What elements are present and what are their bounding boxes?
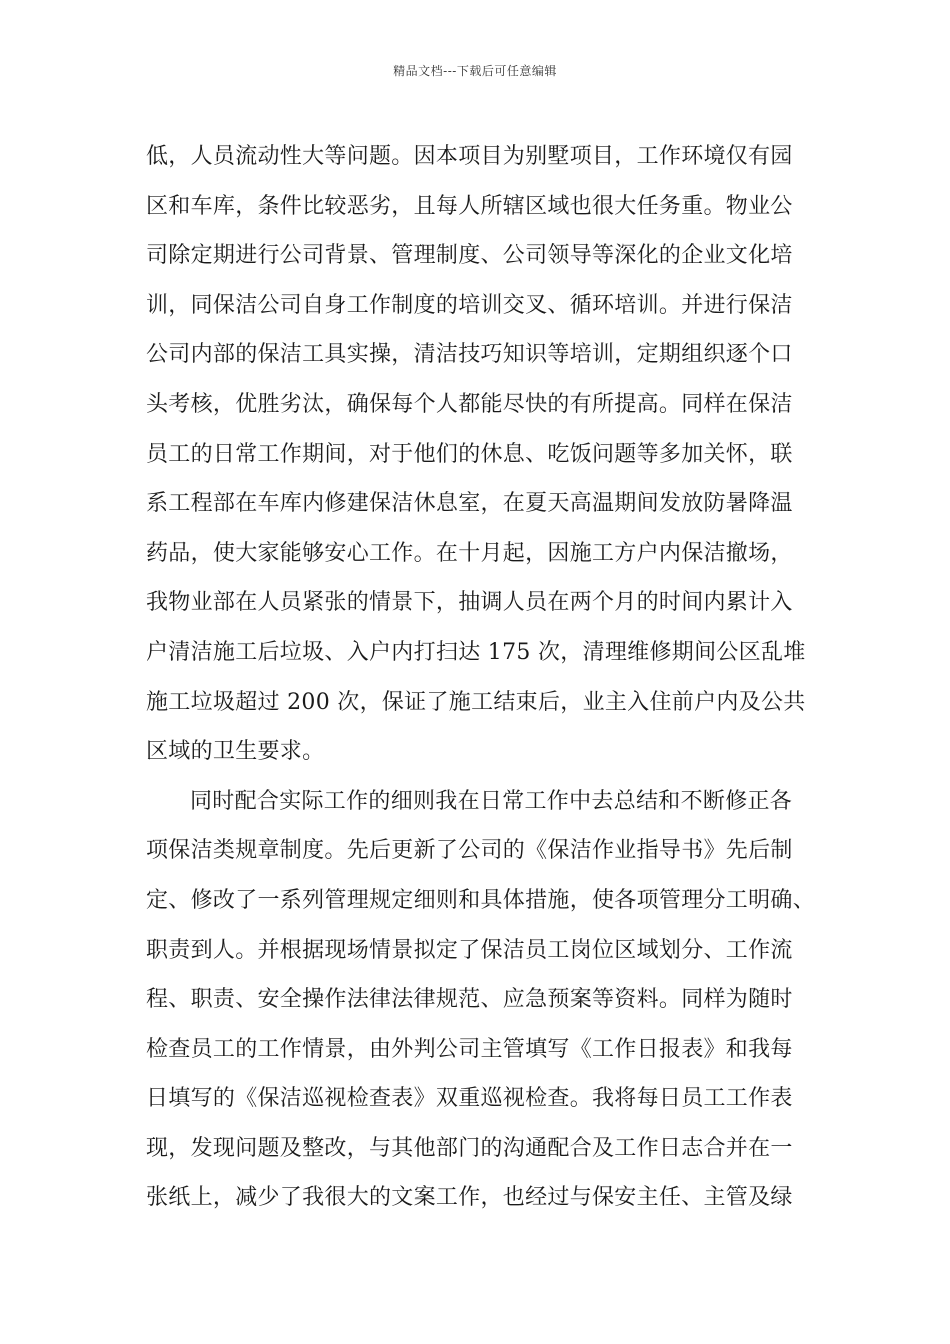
paragraph-2-line: 职责到人。并根据现场情景拟定了保洁员工岗位区域划分、工作流	[146, 937, 793, 963]
paragraph-2-first-line: 同时配合实际工作的细则我在日常工作中去总结和不断修正各	[190, 788, 793, 814]
paragraph-1-line: 区域的卫生要求。	[146, 739, 325, 765]
page-header: 精品文档---下载后可任意编辑	[393, 64, 557, 78]
paragraph-2-line: 日填写的《保洁巡视检查表》双重巡视检查。我将每日员工工作表	[146, 1086, 793, 1112]
document-body	[146, 132, 836, 1223]
paragraph-2-line: 检查员工的工作情景，由外判公司主管填写《工作日报表》和我每	[146, 1036, 793, 1062]
paragraph-1-line: 系工程部在车库内修建保洁休息室，在夏天高温期间发放防暑降温	[146, 491, 793, 517]
paragraph-1-line: 员工的日常工作期间，对于他们的休息、吃饭问题等多加关怀，联	[146, 441, 793, 467]
paragraph-1-line: 药品，使大家能够安心工作。在十月起，因施工方户内保洁撤场，	[146, 540, 793, 566]
paragraph-1-line: 我物业部在人员紧张的情景下，抽调人员在两个月的时间内累计入	[146, 590, 793, 616]
paragraph-1-line: 公司内部的保洁工具实操，清洁技巧知识等培训，定期组织逐个口	[146, 342, 793, 368]
paragraph-2-line: 张纸上，减少了我很大的文案工作，也经过与保安主任、主管及绿	[146, 1185, 793, 1211]
paragraph-1-line: 施工垃圾超过 200 次，保证了施工结束后，业主入住前户内及公共	[146, 689, 806, 715]
paragraph-1-line: 司除定期进行公司背景、管理制度、公司领导等深化的企业文化培	[146, 243, 793, 269]
paragraph-1-line: 低，人员流动性大等问题。因本项目为别墅项目，工作环境仅有园	[146, 144, 793, 169]
paragraph-1-line: 区和车库，条件比较恶劣，且每人所辖区域也很大任务重。物业公	[146, 193, 793, 219]
paragraph-2-line: 项保洁类规章制度。先后更新了公司的《保洁作业指导书》先后制	[146, 838, 793, 864]
paragraph-1-line: 户清洁施工后垃圾、入户内打扫达 175 次，清理维修期间公区乱堆	[146, 639, 806, 665]
paragraph-2-line: 现，发现问题及整改，与其他部门的沟通配合及工作日志合并在一	[146, 1135, 793, 1161]
paragraph-1-line: 训，同保洁公司自身工作制度的培训交叉、循环培训。并进行保洁	[146, 292, 793, 318]
paragraph-2-line: 程、职责、安全操作法律法律规范、应急预案等资料。同样为随时	[146, 987, 793, 1013]
paragraph-2-line: 定、修改了一系列管理规定细则和具体措施，使各项管理分工明确、	[146, 887, 816, 913]
paragraph-1-line: 头考核，优胜劣汰，确保每个人都能尽快的有所提高。同样在保洁	[146, 391, 793, 417]
